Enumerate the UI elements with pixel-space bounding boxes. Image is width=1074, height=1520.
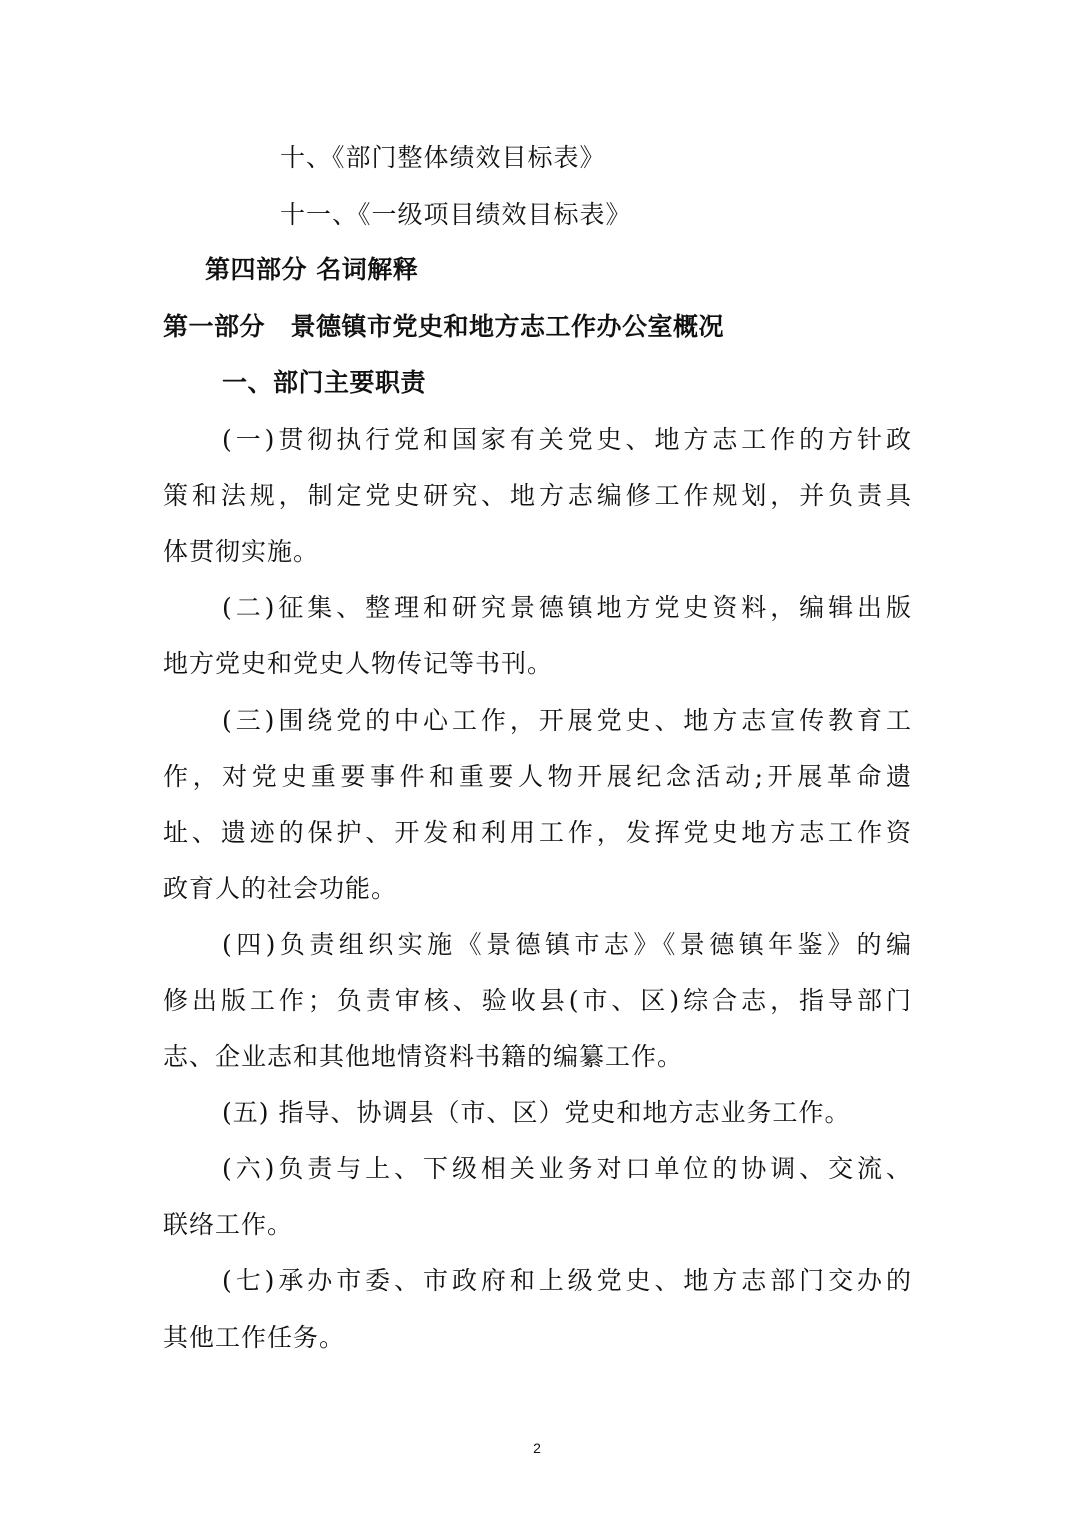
paragraph-line: 志、企业志和其他地情资料书籍的编纂工作。: [163, 1042, 684, 1071]
paragraph-line: 策和法规，制定党史研究、地方志编修工作规划，并负责具: [163, 481, 912, 510]
paragraph-line: 址、遗迹的保护、开发和利用工作，发挥党史地方志工作资: [163, 818, 912, 847]
paragraph-line: (二)征集、整理和研究景德镇地方党史资料，编辑出版: [222, 593, 912, 622]
paragraph-line: 地方党史和党史人物传记等书刊。: [163, 649, 554, 678]
paragraph-line: (一)贯彻执行党和国家有关党史、地方志工作的方针政: [222, 425, 912, 454]
paragraph-line: 政育人的社会功能。: [163, 874, 398, 903]
paragraph-line: (五) 指导、协调县（市、区）党史和地方志业务工作。: [222, 1098, 851, 1127]
paragraph-line: (七)承办市委、市政府和上级党史、地方志部门交办的: [222, 1266, 912, 1295]
toc-item: 十一、《一级项目绩效目标表》: [280, 200, 632, 229]
paragraph-line: (四)负责组织实施《景德镇市志》《景德镇年鉴》的编: [222, 930, 912, 959]
paragraph-line: 作，对党史重要事件和重要人物开展纪念活动;开展革命遗: [163, 762, 912, 791]
section-heading: 一、部门主要职责: [222, 368, 427, 397]
toc-item: 十、《部门整体绩效目标表》: [280, 143, 606, 172]
paragraph-line: 联络工作。: [163, 1210, 294, 1239]
part4-heading: 第四部分 名词解释: [205, 255, 419, 284]
paragraph-line: (三)围绕党的中心工作，开展党史、地方志宣传教育工: [222, 706, 912, 735]
page-number: 2: [533, 1440, 541, 1456]
part1-heading: 第一部分 景德镇市党史和地方志工作办公室概况: [163, 312, 725, 341]
paragraph-line: 其他工作任务。: [163, 1323, 346, 1352]
paragraph-line: 体贯彻实施。: [163, 537, 320, 566]
paragraph-line: (六)负责与上、下级相关业务对口单位的协调、交流、: [222, 1154, 912, 1183]
paragraph-line: 修出版工作；负责审核、验收县(市、区)综合志，指导部门: [163, 986, 912, 1015]
